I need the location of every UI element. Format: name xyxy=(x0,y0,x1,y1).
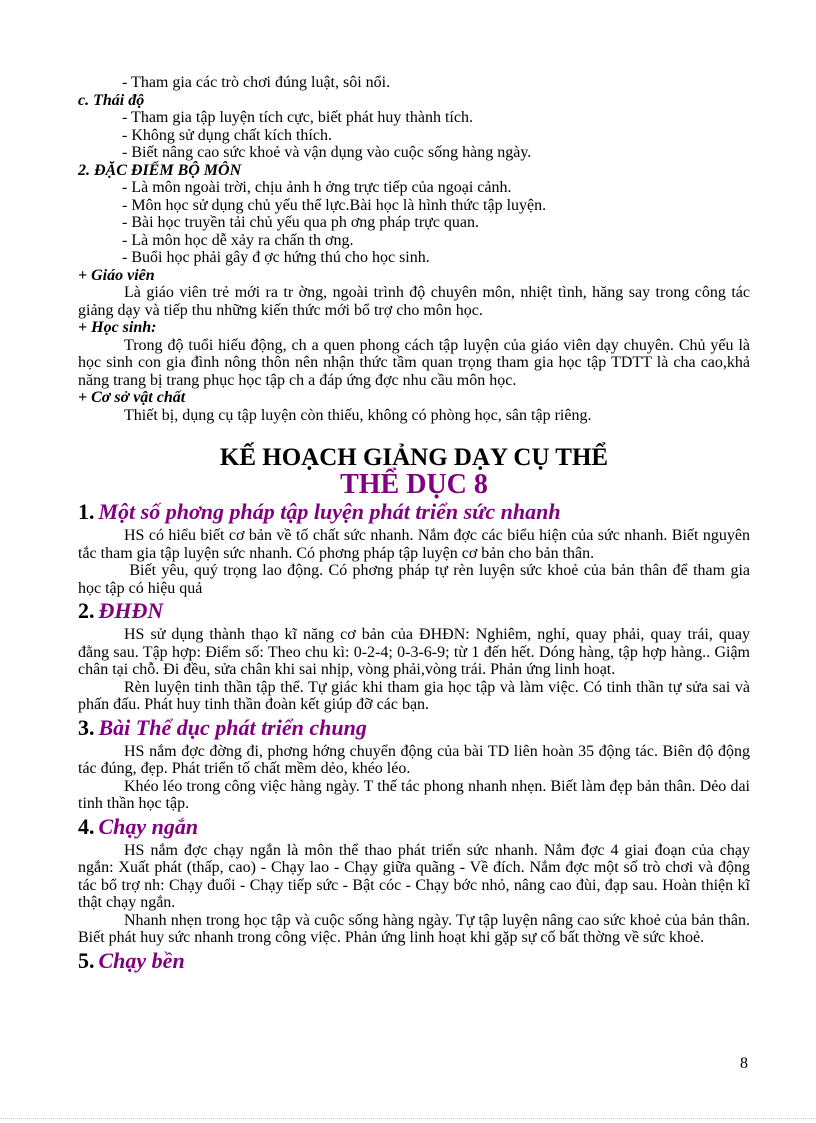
list-item: - Bài học truyền tải chủ yếu qua ph ơng pháp trực quan. xyxy=(122,214,480,231)
page-number: 8 xyxy=(740,1055,748,1072)
facilities-heading: + Cơ sở vật chất xyxy=(78,389,186,406)
section-2-heading: 2. ĐẶC ĐIỂM BỘ MÔN xyxy=(78,161,242,179)
teacher-paragraph: Là giáo viên trẻ mới ra tr ờng, ngoài trình độ chuyên môn, nhiệt tình, hăng say trong công tác giảng dạy và tiếp thu những kiến thức mới bổ trợ cho môn học. xyxy=(78,284,750,319)
student-paragraph: Trong độ tuổi hiếu động, ch a quen phong cách tập luyện của giáo viên dạy chuyên. Chủ yếu là học sinh con gia đình nông thôn nên nhận thức tầm quan trọng tham gia học tập TDTT là cha cao,khả năng trang bị trang phục học tập ch a đáp ứng đợc nhu cầu môn học. xyxy=(78,336,750,389)
list-item: - Là môn ngoài trời, chịu ảnh h ởng trực tiếp của ngoại cảnh. xyxy=(122,179,512,196)
section-paragraph: Khéo léo trong công việc hàng ngày. T thế tác phong nhanh nhẹn. Biết làm đẹp bản thân. Dẻo dai tinh thần học tập. xyxy=(78,777,750,812)
section-5-title: 5. Chạy bền xyxy=(78,947,185,973)
plan-title: KẾ HOẠCH GIẢNG DẠY CỤ THỂ xyxy=(219,444,609,471)
section-1-heading: 1. Một số phơng pháp tập luyện phát triển sức nhanh xyxy=(78,499,561,524)
page-content xyxy=(78,74,750,976)
section-3-title: 3. Bài Thể dục phát triển chung xyxy=(78,714,367,740)
list-item: - Là môn học dễ xảy ra chấn th ơng. xyxy=(122,231,354,249)
section-paragraph: HS nắm đợc chạy ngắn là môn thể thao phát triển sức nhanh. Nắm đợc 4 giai đoạn của chạy ngắn: Xuất phát (thấp, cao) - Chạy lao - Chạy giữa quãng - Về đích. Nắm đợc một số trò chơi và động tác bổ trợ nh: Chạy đuổi - Chạy tiếp sức - Bật cóc - Chạy bớc nhỏ, nâng cao đùi, đạp sau. Hoàn thiện kĩ thật chạy ngắn. xyxy=(78,841,750,911)
teacher-heading: + Giáo viên xyxy=(78,266,155,284)
list-item: - Không sử dụng chất kích thích. xyxy=(122,126,332,144)
section-paragraph: Rèn luyện tinh thần tập thể. Tự giác khi tham gia học tập và làm việc. Có tinh thần tự sửa sai và phấn đấu. Phát huy tinh thần đoàn kết giúp đỡ các bạn. xyxy=(78,678,750,713)
section-paragraph: HS sử dụng thành thạo kĩ năng cơ bản của ĐHĐN: Nghiêm, nghỉ, quay phải, quay trái, quay đằng sau. Tập hợp: Điểm số: Theo chu kì: 0-2-4; 0-3-6-9; từ 1 đến hết. Dóng hàng, tập hợp hàng.. Giậm chân tại chỗ. Đi đều, sửa chân khi sai nhịp, vòng phải,vòng trái. Phản ứng linh hoạt. xyxy=(78,626,750,678)
section-paragraph: HS nắm đợc đờng đi, phơng hớng chuyển động của bài TD liên hoàn 35 động tác. Biên độ động tác đúng, đẹp. Phát triển tố chất mềm dẻo, khéo léo. xyxy=(78,742,750,777)
list-item: - Tham gia tập luyện tích cực, biết phát huy thành tích. xyxy=(122,109,473,126)
list-item: - Biết nâng cao sức khoẻ và vận dụng vào cuộc sống hàng ngày. xyxy=(122,144,532,161)
section-paragraph: HS có hiểu biết cơ bản về tố chất sức nhanh. Nắm đợc các biểu hiện của sức nhanh. Biết nguyên tắc tham gia tập luyện sức nhanh. Có phơng pháp tập luyện cơ bản cho bản thân. xyxy=(78,527,750,562)
section-2-title: 2. ĐHĐN xyxy=(78,598,164,623)
page-bottom-border xyxy=(0,1118,816,1119)
list-item: - Môn học sử dụng chủ yếu thể lực.Bài học là hình thức tập luyện. xyxy=(122,196,547,214)
plan-subtitle: THỂ DỤC 8 xyxy=(340,469,488,500)
student-heading: + Học sinh: xyxy=(78,319,157,336)
facilities-paragraph: Thiết bị, dụng cụ tập luyện còn thiếu, không có phòng học, sân tập riêng. xyxy=(124,406,592,424)
section-4-title: 4. Chạy ngắn xyxy=(78,813,199,839)
text-line: - Tham gia các trò chơi đúng luật, sôi nổi. xyxy=(122,74,391,91)
section-c-heading: c. Thái độ xyxy=(78,91,145,109)
list-item: - Buổi học phải gây đ ợc hứng thú cho học sinh. xyxy=(122,249,430,266)
section-paragraph: Biết yêu, quý trọng lao động. Có phơng pháp tự rèn luyện sức khoẻ của bản thân để tham gia học tập có hiệu quả xyxy=(78,562,750,597)
section-paragraph: Nhanh nhẹn trong học tập và cuộc sống hàng ngày. Tự tập luyện nâng cao sức khoẻ của bản thân. Biết phát huy sức nhanh trong công việc. Phản ứng linh hoạt khi gặp sự cố bất thờng về sức khoẻ. xyxy=(78,911,750,946)
